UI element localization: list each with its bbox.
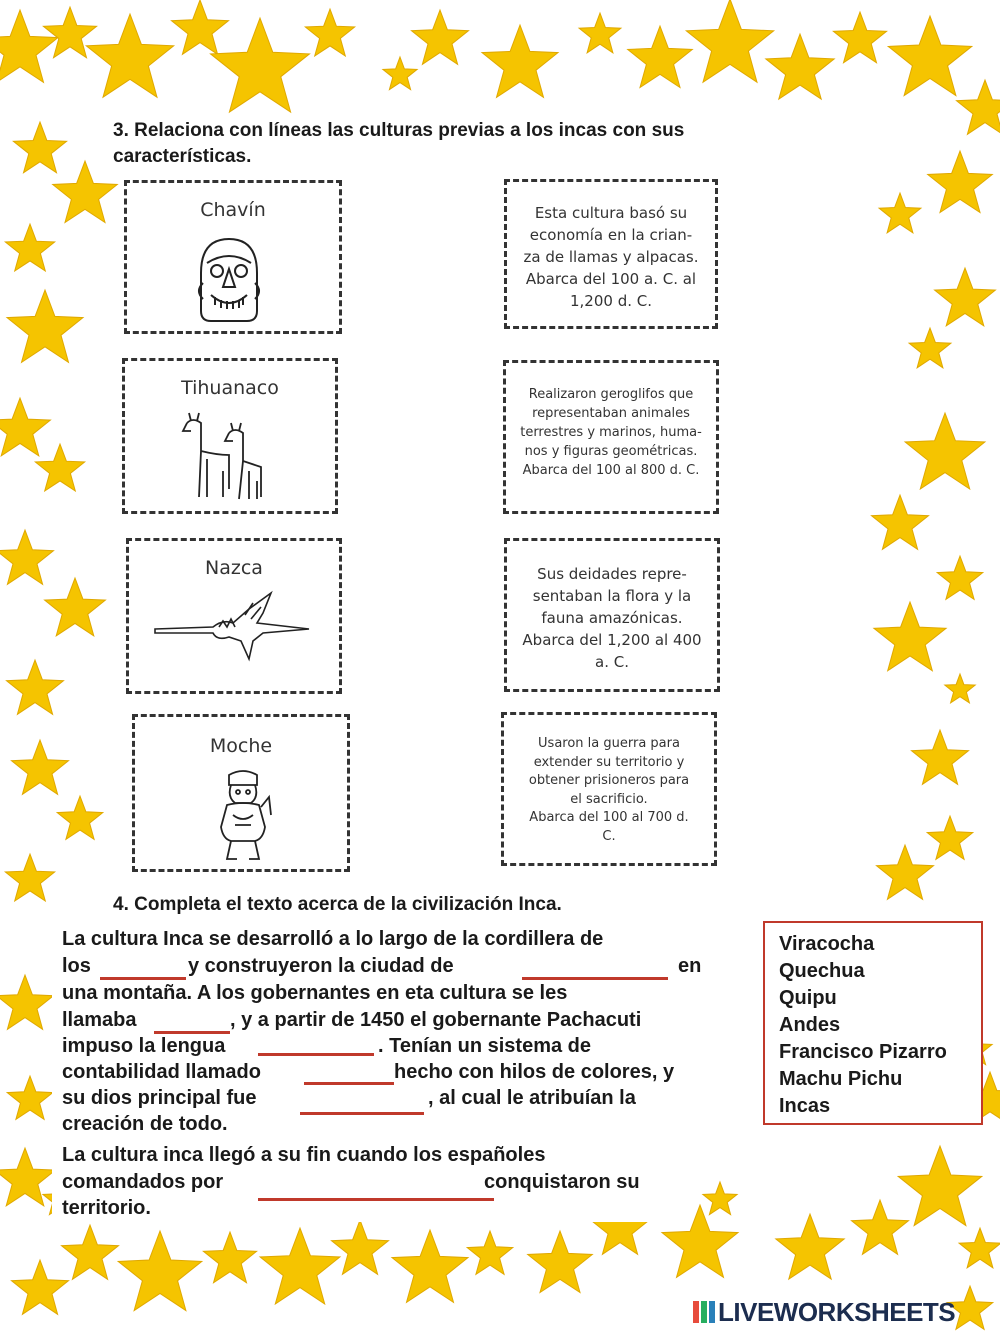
star-icon <box>7 290 83 362</box>
text-line: contabilidad llamado <box>62 1061 261 1083</box>
description-card-4[interactable] <box>501 712 717 866</box>
text-line: los <box>62 955 91 977</box>
culture-card-tihuanaco[interactable] <box>122 358 338 514</box>
description-card-3[interactable] <box>504 538 720 692</box>
word-bank-item: Machu Pichu <box>779 1068 903 1090</box>
description-text: Sus deidades repre- sentaban la flora y la fauna amazónicas. Abarca del 1,200 al 400 a. C. <box>522 565 702 671</box>
moche-figure-icon <box>213 767 273 863</box>
star-icon <box>0 975 54 1029</box>
star-icon <box>13 122 66 173</box>
text-line: comandados por <box>62 1171 224 1193</box>
star-icon <box>905 413 985 489</box>
star-icon <box>877 845 934 899</box>
description-card-2[interactable] <box>503 360 719 514</box>
star-icon <box>62 1225 119 1279</box>
text-line: creación de todo. <box>62 1113 228 1135</box>
star-icon <box>0 530 54 584</box>
text-line: impuso la lengua <box>62 1035 226 1057</box>
description-card-1[interactable] <box>504 179 718 329</box>
star-icon <box>118 1231 202 1311</box>
star-icon <box>879 193 921 233</box>
culture-name: Chavín <box>200 199 266 221</box>
text-line: en <box>678 955 702 977</box>
star-icon <box>945 674 975 703</box>
culture-card-moche[interactable] <box>132 714 350 872</box>
blank-machu-pichu[interactable] <box>522 977 668 980</box>
word-bank-item: Incas <box>779 1095 831 1117</box>
star-icon <box>260 1228 340 1304</box>
culture-card-nazca[interactable] <box>126 538 342 694</box>
star-icon <box>833 12 886 63</box>
culture-name: Nazca <box>205 557 263 579</box>
question-3-title: 3. Relaciona con líneas las culturas previas a los incas con sus características. <box>113 120 685 167</box>
star-icon <box>203 1232 256 1283</box>
star-icon <box>482 25 558 97</box>
star-icon <box>872 495 929 549</box>
star-icon <box>383 57 417 90</box>
chavin-head-icon <box>193 233 265 325</box>
text-line: territorio. <box>62 1197 151 1219</box>
question-4-title: 4. Completa el texto acerca de la civilización Inca. <box>113 894 562 915</box>
star-icon <box>703 1182 737 1215</box>
star-icon <box>7 660 64 714</box>
star-icon <box>35 444 84 491</box>
star-icon <box>0 10 58 82</box>
text-line: La cultura Inca se desarrolló a lo largo de la cordillera de <box>62 928 604 950</box>
culture-name: Tihuanaco <box>181 377 279 399</box>
star-icon <box>5 854 54 901</box>
liveworksheets-logo-icon <box>693 1299 715 1325</box>
text-line: conquistaron su <box>484 1171 640 1193</box>
star-icon <box>0 398 50 456</box>
description-text: Realizaron geroglifos que representaban animales terrestres y marinos, huma- nos y figuras geométricas. Abarca del 100 al 800 d. C. <box>520 387 702 478</box>
star-icon <box>937 556 983 599</box>
blank-andes[interactable] <box>100 977 186 980</box>
star-icon <box>766 34 834 99</box>
star-icon <box>45 578 106 636</box>
star-icon <box>392 1230 468 1302</box>
star-icon <box>957 80 1000 134</box>
star-icon <box>53 161 118 223</box>
star-icon <box>7 1076 53 1119</box>
star-icon <box>332 1220 389 1274</box>
star-icon <box>686 0 773 82</box>
star-icon <box>888 16 972 96</box>
word-bank-item: Andes <box>779 1014 841 1036</box>
text-line: , y a partir de 1450 el gobernante Pachacuti <box>230 1009 642 1031</box>
star-icon <box>172 0 229 54</box>
culture-name: Moche <box>209 735 273 757</box>
star-icon <box>5 224 54 271</box>
star-icon <box>57 796 103 839</box>
star-icon <box>912 730 969 784</box>
word-bank-item: Viracocha <box>779 933 875 955</box>
star-icon <box>909 328 951 368</box>
culture-card-chavin[interactable] <box>124 180 342 334</box>
star-icon <box>852 1200 909 1254</box>
word-bank-item: Francisco Pizarro <box>779 1041 947 1063</box>
text-line: hecho con hilos de colores, y <box>394 1061 675 1083</box>
star-icon <box>86 14 173 97</box>
star-icon <box>898 1146 982 1226</box>
star-icon <box>959 1228 1000 1268</box>
word-bank-item: Quipu <box>779 987 837 1009</box>
description-text: Usaron la guerra para extender su territorio y obtener prisioneros para el sacrificio. Abarca del 100 al 700 d. C. <box>528 736 690 844</box>
star-icon <box>528 1231 593 1293</box>
star-icon <box>928 151 993 213</box>
word-bank-item: Quechua <box>779 960 865 982</box>
star-icon <box>579 13 621 53</box>
star-icon <box>467 1231 513 1274</box>
star-icon <box>43 7 96 58</box>
text-line: . Tenían un sistema de <box>378 1035 592 1057</box>
brand-name: LIVEWORKSHEETS <box>718 1296 956 1327</box>
star-icon <box>874 602 946 671</box>
llamas-icon <box>177 411 267 503</box>
text-line: , al cual le atribuían la <box>428 1087 636 1109</box>
blank-quechua[interactable] <box>258 1053 374 1056</box>
star-icon <box>927 816 973 859</box>
star-icon <box>211 18 310 112</box>
text-line: y construyeron la ciudad de <box>188 955 454 977</box>
star-icon <box>12 740 69 794</box>
text-line: su dios principal fue <box>62 1087 257 1109</box>
star-icon <box>12 1260 69 1314</box>
inca-end-paragraph <box>52 1142 692 1222</box>
word-bank <box>763 921 983 1125</box>
star-icon <box>776 1214 844 1279</box>
description-text: Esta cultura basó su economía en la crian- za de llamas y alpacas. Abarca del 100 a. C. al 1,200 d. C. <box>523 204 699 310</box>
text-line: llamaba <box>62 1009 137 1031</box>
blank-francisco-pizarro[interactable] <box>258 1198 494 1201</box>
nazca-bird-icon <box>153 589 313 669</box>
blank-incas[interactable] <box>154 1031 230 1034</box>
blank-viracocha[interactable] <box>300 1112 424 1115</box>
blank-quipu[interactable] <box>304 1082 394 1085</box>
liveworksheets-logo[interactable] <box>693 1296 955 1328</box>
star-icon <box>628 26 693 88</box>
star-icon <box>935 268 996 326</box>
text-line: La cultura inca llegó a su fin cuando los españoles <box>62 1144 546 1166</box>
star-icon <box>305 9 354 56</box>
star-icon <box>412 10 469 64</box>
text-line: una montaña. A los gobernantes en eta cultura se les <box>62 982 568 1004</box>
